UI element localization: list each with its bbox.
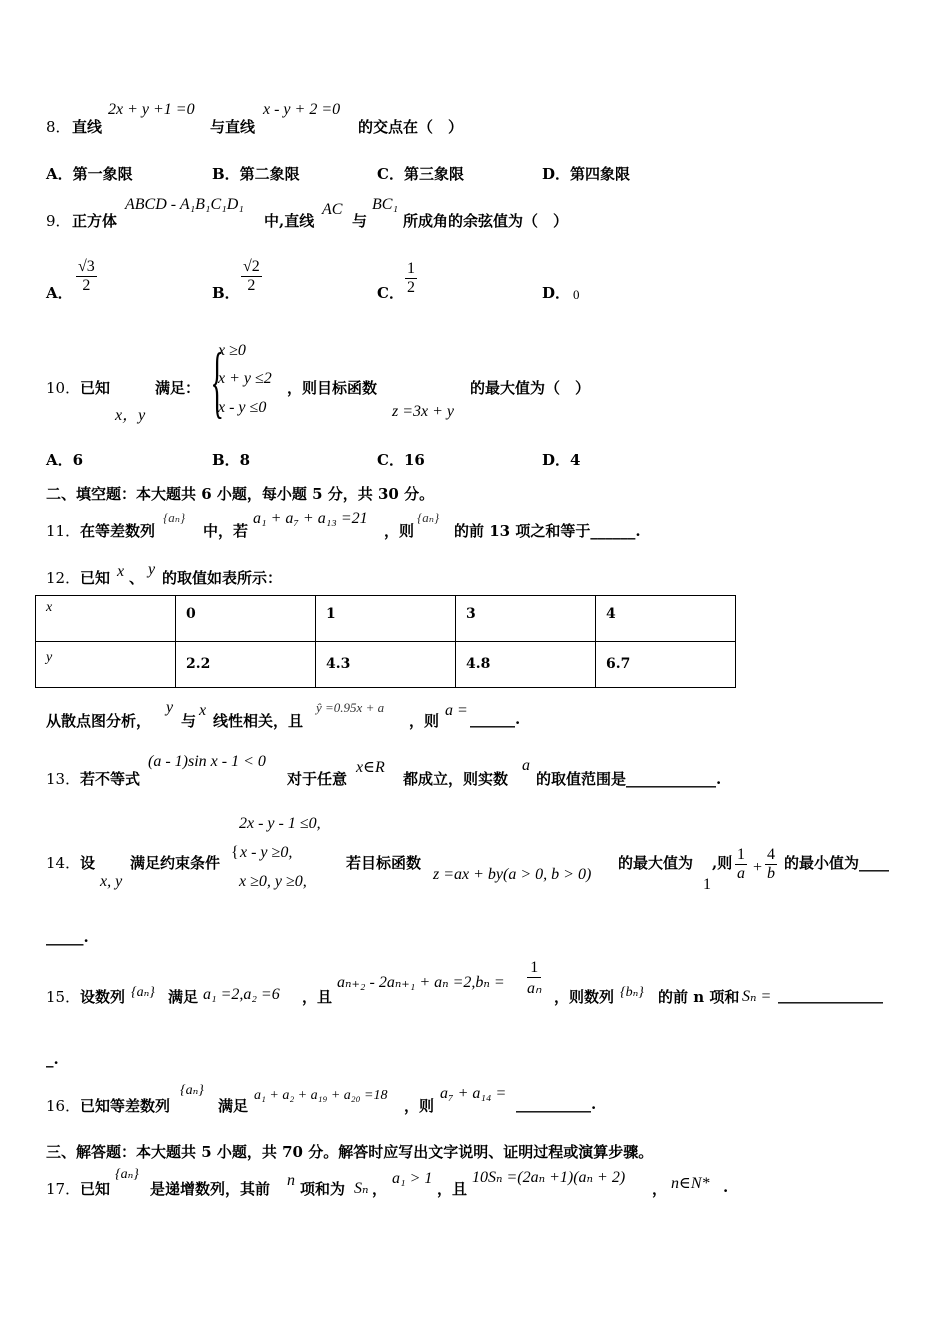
q14-text-6: 的最小值为____ xyxy=(784,854,890,872)
table-cell: 2.2 xyxy=(176,642,316,688)
q12-y-2: y xyxy=(166,699,174,716)
q11-number: 11． xyxy=(46,522,81,540)
table-cell: 0 xyxy=(176,596,316,642)
q17-sum: Sₙ xyxy=(354,1180,369,1197)
q9-option-a-numerator: √3 xyxy=(78,258,95,275)
q8-equation-2: x - y + 2 =0 xyxy=(263,101,341,118)
q14-plus: + xyxy=(753,859,763,876)
q17-domain: n∈N* xyxy=(671,1175,710,1192)
q11-equation: a₁ + a₇ + a₁₃ =21 xyxy=(253,510,368,527)
q10-text-2: 满足： xyxy=(155,379,201,397)
q9-option-c-numerator: 1 xyxy=(407,260,415,277)
q15-fraction xyxy=(527,959,541,998)
q9-number: 9． xyxy=(46,212,71,230)
q13-text-4: 的取值范围是____________. xyxy=(536,770,722,788)
q13-number: 13． xyxy=(46,770,81,788)
q10-option-a: A．6 xyxy=(46,451,84,469)
q8-option-b: B．第二象限 xyxy=(212,165,300,183)
q10-text-3: ，则目标函数 xyxy=(287,379,378,397)
q12-a: a = xyxy=(445,702,468,719)
q17-number: 17． xyxy=(46,1180,81,1198)
q10-vars: x，y xyxy=(115,407,146,424)
table-header-x: x xyxy=(36,596,176,642)
q14-fraction-1 xyxy=(735,846,747,883)
q9-line-1: AC xyxy=(322,201,343,218)
q9-label-c: C． xyxy=(377,284,404,302)
q11-text-2: 中，若 xyxy=(203,522,249,540)
q9-option-c-denominator: 2 xyxy=(407,279,415,296)
q15-text-4: ，则数列 xyxy=(554,988,615,1006)
q9-label-a: A． xyxy=(46,284,73,302)
q12-text-2: 的取值如表所示： xyxy=(162,569,283,587)
q14-text-5: ,则 xyxy=(712,854,733,872)
q13-text-3: 都成立，则实数 xyxy=(403,770,509,788)
q8-text-3: 的交点在（ ） xyxy=(358,118,464,136)
q14-number: 14． xyxy=(46,854,81,872)
q14-max-value: 1 xyxy=(703,876,711,893)
table-cell: 6.7 xyxy=(596,642,736,688)
q16-blank: __________. xyxy=(516,1095,597,1113)
q14-constraint-3: x ≥0, y ≥0, xyxy=(239,873,307,890)
q11-text-3: ，则 xyxy=(384,522,415,540)
q12-text-6: ，则 xyxy=(409,712,440,730)
q9-text-4: 所成角的余弦值为（ ） xyxy=(403,212,569,230)
q14-brace-icon: { xyxy=(231,844,239,861)
table-cell: 4.3 xyxy=(316,642,456,688)
q14-fraction-1-numerator: 1 xyxy=(737,846,745,863)
q15-blank: ______________ xyxy=(778,986,883,1004)
q17-text-4: ， xyxy=(372,1180,388,1198)
q16-sequence: {aₙ} xyxy=(180,1083,204,1098)
q17-text-2: 是递增数列，其前 xyxy=(150,1180,271,1198)
q12-number: 12． xyxy=(46,569,81,587)
q17-n: n xyxy=(287,1172,295,1189)
q8-equation-1: 2x + y +1 =0 xyxy=(108,101,195,118)
q17-text-5: ，且 xyxy=(437,1180,468,1198)
q8-text-1: 直线 xyxy=(72,118,103,136)
q9-option-b-fraction xyxy=(241,258,262,295)
q12-text-4: 与 xyxy=(181,712,197,730)
q10-option-b: B．8 xyxy=(212,451,251,469)
q10-objective: z =3x + y xyxy=(392,403,455,420)
q11-sequence-2: {aₙ} xyxy=(417,510,440,525)
q14-fraction-1-denominator: a xyxy=(737,865,745,882)
q14-vars: x, y xyxy=(100,873,123,890)
q15-text-3: ，且 xyxy=(302,988,333,1006)
q15-number: 15． xyxy=(46,988,81,1006)
section-3-heading: 三、解答题：本大题共 5 小题，共 70 分。解答时应写出文字说明、证明过程或演算步骤。 xyxy=(46,1143,654,1161)
q17-condition: a₁ > 1 xyxy=(392,1170,433,1187)
q14-text-7: _____. xyxy=(46,928,89,946)
table-row xyxy=(36,642,736,688)
q10-text-1: 已知 xyxy=(80,379,111,397)
q12-y: y xyxy=(148,561,156,578)
q17-equation: 10Sₙ =(2aₙ +1)(aₙ + 2) xyxy=(472,1169,626,1186)
q15-fraction-numerator: 1 xyxy=(527,959,541,978)
q9-label-d: D． xyxy=(542,284,571,302)
q12-regression: ŷ =0.95x + a xyxy=(316,700,385,715)
q12-x: x xyxy=(117,563,125,580)
q9-option-b-numerator: √2 xyxy=(243,258,260,275)
q15-sequence-2: {bₙ} xyxy=(620,985,644,1000)
q10-number: 10． xyxy=(46,379,81,397)
table-header-y: y xyxy=(36,642,176,688)
q12-text-5: 线性相关，且 xyxy=(213,712,304,730)
q11-text-1: 在等差数列 xyxy=(80,522,156,540)
q8-text-2: 与直线 xyxy=(210,118,256,136)
q9-option-a-denominator: 2 xyxy=(82,277,91,294)
q14-fraction-2 xyxy=(765,846,777,883)
q14-constraint-1: 2x - y - 1 ≤0, xyxy=(239,815,321,832)
q9-option-b-denominator: 2 xyxy=(247,277,256,294)
q8-option-d: D．第四象限 xyxy=(542,165,631,183)
q14-constraint-2: x - y ≥0, xyxy=(240,844,293,861)
q12-x-2: x xyxy=(199,702,207,719)
q15-initial: a₁ =2,a₂ =6 xyxy=(203,986,280,1003)
q10-brace-icon: { xyxy=(210,338,224,426)
q15-text-2: 满足 xyxy=(168,988,199,1006)
q17-text-7: . xyxy=(723,1178,729,1196)
q10-constraint-2: x + y ≤2 xyxy=(218,370,272,387)
q10-constraint-1: x ≥0 xyxy=(218,342,246,359)
table-cell: 1 xyxy=(316,596,456,642)
q17-sequence: {aₙ} xyxy=(115,1167,139,1182)
q8-option-c: C．第三象限 xyxy=(377,165,464,183)
q12-blank: ______. xyxy=(470,710,521,728)
q9-option-c-fraction xyxy=(405,260,417,297)
q9-solid: ABCD - A₁B₁C₁D₁ xyxy=(125,196,244,213)
q9-text-1: 正方体 xyxy=(72,212,118,230)
q17-text-6: ， xyxy=(652,1180,668,1198)
xy-table xyxy=(35,595,736,688)
q14-text-1: 设 xyxy=(80,854,96,872)
q16-number: 16． xyxy=(46,1097,81,1115)
table-row xyxy=(36,596,736,642)
q9-line-2: BC₁ xyxy=(372,196,399,213)
q17-text-3: 项和为 xyxy=(300,1180,346,1198)
q15-sum: Sₙ = xyxy=(742,988,772,1005)
q17-text-1: 已知 xyxy=(80,1180,111,1198)
q15-text-5: 的前 n 项和 xyxy=(658,988,740,1006)
q12-text-1: 已知 xyxy=(80,569,111,587)
q15-sequence: {aₙ} xyxy=(131,985,155,1000)
q15-fraction-denominator: aₙ xyxy=(527,980,542,997)
q15-recurrence: aₙ₊₂ - 2aₙ₊₁ + aₙ =2,bₙ = xyxy=(337,974,505,991)
q14-text-4: 的最大值为 xyxy=(618,854,694,872)
q13-inequality: (a - 1)sin x - 1 < 0 xyxy=(148,753,266,770)
q10-option-d: D．4 xyxy=(542,451,581,469)
q12-sep: 、 xyxy=(129,569,145,587)
q15-text-7: _. xyxy=(46,1050,59,1068)
q16-equation: a₁ + a₂ + a₁₉ + a₂₀ =18 xyxy=(254,1088,388,1103)
table-cell: 4.8 xyxy=(456,642,596,688)
q9-text-3: 与 xyxy=(352,212,368,230)
table-cell: 3 xyxy=(456,596,596,642)
q10-text-4: 的最大值为（ ） xyxy=(470,379,591,397)
q16-text-1: 已知等差数列 xyxy=(80,1097,171,1115)
q13-a: a xyxy=(522,757,530,774)
q12-text-3: 从散点图分析， xyxy=(46,712,152,730)
q14-fraction-2-numerator: 4 xyxy=(767,846,775,863)
q11-text-4: 的前 13 项之和等于______. xyxy=(454,522,641,540)
q15-text-1: 设数列 xyxy=(80,988,126,1006)
q14-text-3: 若目标函数 xyxy=(346,854,422,872)
q8-option-a: A．第一象限 xyxy=(46,165,133,183)
q9-label-b: B． xyxy=(212,284,240,302)
q9-option-d-value: 0 xyxy=(573,287,580,302)
q16-target: a₇ + a₁₄ = xyxy=(440,1085,507,1102)
q16-text-2: 满足 xyxy=(218,1097,249,1115)
q14-objective: z =ax + by(a > 0, b > 0) xyxy=(433,866,592,883)
q10-constraint-3: x - y ≤0 xyxy=(218,399,267,416)
q11-sequence: {aₙ} xyxy=(163,510,186,525)
q16-text-3: ，则 xyxy=(404,1097,435,1115)
q8-number: 8． xyxy=(46,118,71,136)
q9-text-2: 中,直线 xyxy=(264,212,315,230)
q14-text-2: 满足约束条件 xyxy=(130,854,221,872)
q10-option-c: C．16 xyxy=(377,451,425,469)
q13-domain: x∈R xyxy=(356,759,385,776)
q13-text-1: 若不等式 xyxy=(80,770,141,788)
q14-fraction-2-denominator: b xyxy=(767,865,775,882)
q9-option-a-fraction xyxy=(76,258,97,295)
table-cell: 4 xyxy=(596,596,736,642)
section-2-heading: 二、填空题：本大题共 6 小题，每小题 5 分，共 30 分。 xyxy=(46,485,435,503)
q13-text-2: 对于任意 xyxy=(287,770,348,788)
